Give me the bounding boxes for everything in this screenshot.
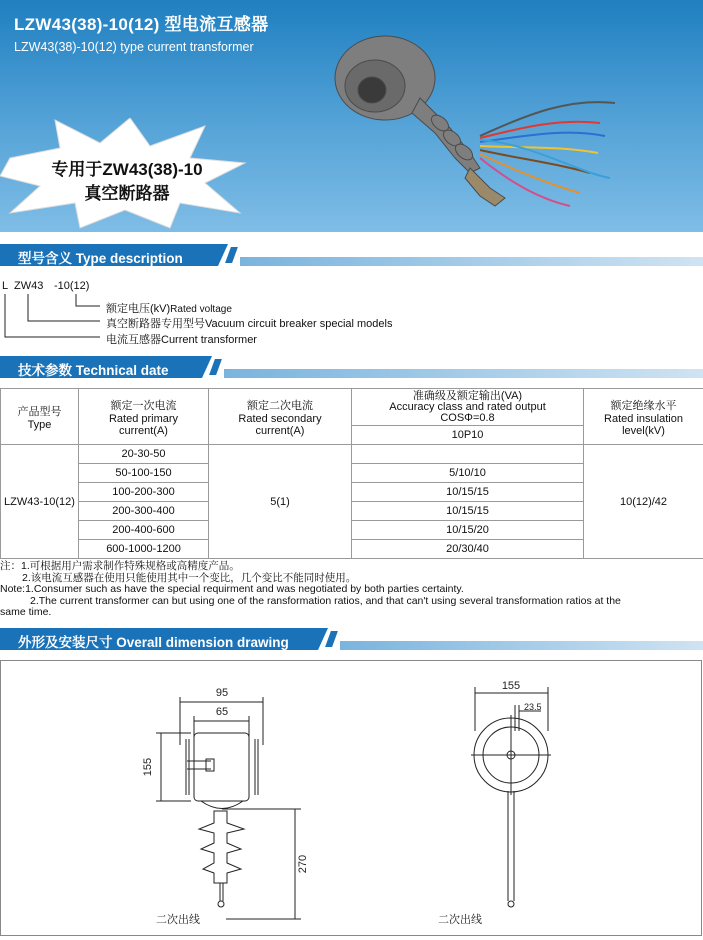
header-secondary: 额定二次电流 Rated secondary current(A) (209, 389, 352, 445)
dim-155-side: 155 (142, 758, 154, 776)
cell-primary: 20-30-50 (79, 445, 209, 464)
cell-output: 5/10/10 (352, 464, 584, 483)
header-type: 产品型号 Type (1, 389, 79, 445)
cell-secondary: 5(1) (209, 445, 352, 559)
lead-label-right: 二次出线 (438, 912, 482, 926)
code-bracket-lines (0, 292, 120, 344)
section-technical (0, 356, 703, 378)
dim-23-5: 23.5 (524, 702, 542, 712)
section-title: 外形及安装尺寸 Overall dimension drawing (18, 631, 289, 651)
cell-output: 10/15/15 (352, 483, 584, 502)
dim-95: 95 (216, 687, 228, 699)
cell-output: 10/15/20 (352, 521, 584, 540)
notes (0, 561, 703, 619)
note-en-2: 2.The current transformer can but using one of the ransformation ratios, and that can't using several transformation ratios at the (0, 596, 703, 608)
annotation-model: 真空断路器专用型号Vacuum circuit breaker special models (106, 315, 392, 331)
hero-banner (0, 0, 703, 232)
spec-table (0, 388, 703, 559)
cell-primary: 50-100-150 (79, 464, 209, 483)
cell-model: LZW43-10(12) (1, 445, 79, 559)
note-en-3: same time. (0, 607, 703, 619)
annotation-ct: 电流互感器Current transformer (106, 331, 257, 347)
code-rating: -10(12) (54, 280, 89, 292)
header-primary: 额定一次电流 Rated primary current(A) (79, 389, 209, 445)
header-accuracy: 准确级及额定输出(VA) Accuracy class and rated output COSΦ=0.8 (352, 389, 584, 426)
cell-primary: 200-400-600 (79, 521, 209, 540)
table-header-row (1, 389, 703, 426)
cell-primary: 100-200-300 (79, 483, 209, 502)
badge-burst (0, 118, 250, 230)
code-letter-l: L (2, 280, 8, 292)
code-zw43: ZW43 (14, 280, 43, 292)
cell-insulation: 10(12)/42 (584, 445, 703, 559)
page-subtitle: LZW43(38)-10(12) type current transformer (14, 40, 254, 54)
note-en-1: Note:1.Consumer such as have the special requirment and was negotiated by both parties certainty. (0, 584, 703, 596)
badge-line-1: 专用于ZW43(38)-10 (32, 158, 222, 182)
cell-output: 20/30/40 (352, 540, 584, 559)
dimension-drawing (1, 661, 701, 935)
note-cn-2: 2.该电流互感器在使用只能使用其中一个变比，几个变比不能同时使用。 (0, 573, 703, 585)
note-cn-1: 注：1.可根据用户需求制作特殊规格或高精度产品。 (0, 561, 703, 573)
cell-primary: 600-1000-1200 (79, 540, 209, 559)
section-dimension (0, 628, 703, 650)
cell-primary: 200-300-400 (79, 502, 209, 521)
product-photo (330, 28, 630, 218)
dimension-drawing-frame (0, 660, 702, 936)
page-title: LZW43(38)-10(12) 型电流互感器 (14, 10, 268, 35)
annotation-voltage: 额定电压(kV)Rated voltage (106, 300, 232, 316)
section-title: 技术参数 Technical date (18, 359, 169, 379)
cell-output: 10/15/15 (352, 502, 584, 521)
dim-270: 270 (297, 855, 309, 873)
cell-output (352, 445, 584, 464)
table-row (1, 445, 703, 464)
dim-65: 65 (216, 706, 228, 718)
lead-label-left: 二次出线 (156, 912, 200, 926)
header-insulation: 额定绝缘水平 Rated insulation level(kV) (584, 389, 703, 445)
header-accuracy-class: 10P10 (352, 426, 584, 445)
dim-155-top: 155 (502, 680, 520, 692)
section-title: 型号含义 Type description (18, 247, 183, 267)
section-type-description (0, 244, 703, 266)
badge-line-2: 真空断路器 (32, 182, 222, 206)
